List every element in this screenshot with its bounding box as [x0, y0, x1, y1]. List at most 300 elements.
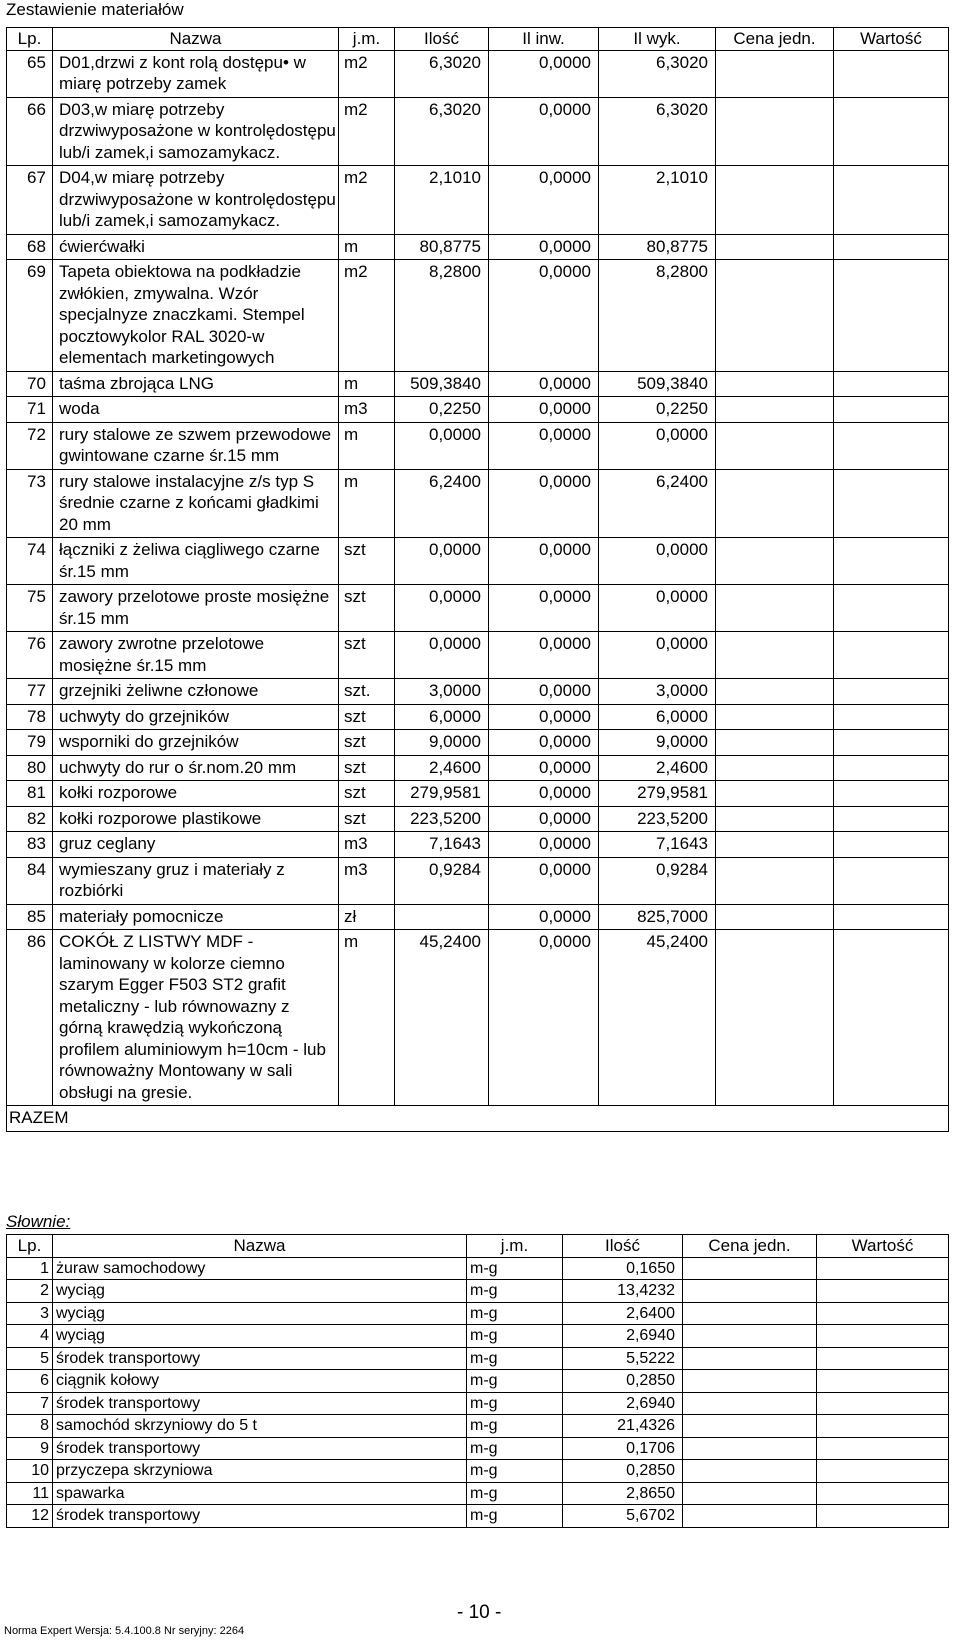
row-name: rury stalowe instalacyjne z/s typ S średnie czarne z końcami gładkimi 20 mm [53, 469, 339, 538]
eq-row-unit: m-g [467, 1482, 563, 1505]
row-contractor-quantity: 223,5200 [599, 806, 716, 832]
eq-row-name: ciągnik kołowy [53, 1370, 467, 1393]
row-quantity: 2,4600 [395, 755, 489, 781]
eq-row-value [817, 1505, 949, 1528]
page-title: Zestawienie materiałów [6, 0, 184, 19]
row-contractor-quantity: 0,9284 [599, 857, 716, 904]
row-contractor-quantity: 2,4600 [599, 755, 716, 781]
row-inv-quantity: 0,0000 [489, 97, 599, 166]
eq-row-name: spawarka [53, 1482, 467, 1505]
row-quantity: 0,0000 [395, 585, 489, 632]
materials-header-row [7, 28, 949, 51]
row-unit-price [716, 857, 834, 904]
eq-row-lp: 4 [7, 1325, 53, 1348]
row-inv-quantity: 0,0000 [489, 260, 599, 372]
row-inv-quantity: 0,0000 [489, 50, 599, 97]
eq-row-unit: m-g [467, 1347, 563, 1370]
col-header-unit-price: Cena jedn. [716, 28, 834, 51]
row-unit-price [716, 50, 834, 97]
row-unit-price [716, 97, 834, 166]
row-name: D04,w miarę potrzeby drzwiwyposażone w kontrolędostępu lub/i zamek,i samozamykacz. [53, 166, 339, 235]
row-lp: 80 [7, 755, 53, 781]
eq-row-lp: 9 [7, 1437, 53, 1460]
eq-row-lp: 8 [7, 1415, 53, 1438]
eq-row-value [817, 1415, 949, 1438]
row-unit: szt [339, 704, 395, 730]
material-row [7, 371, 949, 397]
row-name: zawory przelotowe proste mosiężne śr.15 mm [53, 585, 339, 632]
row-inv-quantity: 0,0000 [489, 397, 599, 423]
row-value [834, 422, 949, 469]
equipment-row [7, 1482, 949, 1505]
row-unit-price [716, 730, 834, 756]
eq-row-quantity: 5,6702 [563, 1505, 683, 1528]
eq-row-unit-price [683, 1347, 817, 1370]
row-quantity: 0,0000 [395, 422, 489, 469]
row-unit-price [716, 585, 834, 632]
materials-table [6, 27, 949, 1132]
equipment-row [7, 1302, 949, 1325]
row-lp: 84 [7, 857, 53, 904]
row-lp: 76 [7, 632, 53, 679]
row-unit-price [716, 930, 834, 1106]
eq-row-lp: 10 [7, 1460, 53, 1483]
row-unit: m [339, 371, 395, 397]
row-unit-price [716, 781, 834, 807]
row-quantity: 0,0000 [395, 632, 489, 679]
row-name: D01,drzwi z kont rolą dostępu• w miarę potrzeby zamek [53, 50, 339, 97]
eq-row-name: środek transportowy [53, 1505, 467, 1528]
col-header-name: Nazwa [53, 28, 339, 51]
eq-row-unit-price [683, 1392, 817, 1415]
col-header-contractor-quantity: Il wyk. [599, 28, 716, 51]
material-row [7, 857, 949, 904]
row-name: uchwyty do grzejników [53, 704, 339, 730]
row-contractor-quantity: 45,2400 [599, 930, 716, 1106]
row-contractor-quantity: 0,0000 [599, 632, 716, 679]
equipment-row [7, 1460, 949, 1483]
eq-row-value [817, 1280, 949, 1303]
eq-row-quantity: 0,2850 [563, 1460, 683, 1483]
row-unit: m [339, 234, 395, 260]
eq-row-unit-price [683, 1280, 817, 1303]
material-row [7, 538, 949, 585]
eq-row-name: środek transportowy [53, 1392, 467, 1415]
row-lp: 68 [7, 234, 53, 260]
material-row [7, 234, 949, 260]
row-value [834, 97, 949, 166]
row-unit: szt. [339, 679, 395, 705]
row-quantity: 0,2250 [395, 397, 489, 423]
row-name: gruz ceglany [53, 832, 339, 858]
row-quantity: 223,5200 [395, 806, 489, 832]
eq-row-quantity: 2,6400 [563, 1302, 683, 1325]
eq-row-unit: m-g [467, 1392, 563, 1415]
eq-row-lp: 12 [7, 1505, 53, 1528]
material-row [7, 50, 949, 97]
row-unit-price [716, 260, 834, 372]
row-inv-quantity: 0,0000 [489, 371, 599, 397]
row-value [834, 166, 949, 235]
row-value [834, 538, 949, 585]
material-row [7, 632, 949, 679]
eq-row-name: samochód skrzyniowy do 5 t [53, 1415, 467, 1438]
equipment-row [7, 1370, 949, 1393]
eq-row-quantity: 13,4232 [563, 1280, 683, 1303]
eq-row-value [817, 1347, 949, 1370]
row-unit-price [716, 755, 834, 781]
row-inv-quantity: 0,0000 [489, 679, 599, 705]
row-name: taśma zbrojąca LNG [53, 371, 339, 397]
row-quantity: 279,9581 [395, 781, 489, 807]
eq-row-unit: m-g [467, 1505, 563, 1528]
eq-row-value [817, 1460, 949, 1483]
row-name: kołki rozporowe [53, 781, 339, 807]
row-lp: 69 [7, 260, 53, 372]
row-value [834, 679, 949, 705]
row-unit-price [716, 704, 834, 730]
row-value [834, 371, 949, 397]
row-inv-quantity: 0,0000 [489, 422, 599, 469]
row-unit-price [716, 422, 834, 469]
total-row [7, 1106, 949, 1132]
eq-row-name: żuraw samochodowy [53, 1257, 467, 1280]
row-value [834, 857, 949, 904]
equipment-header-row [7, 1235, 949, 1258]
row-lp: 73 [7, 469, 53, 538]
row-unit: m2 [339, 50, 395, 97]
row-unit-price [716, 632, 834, 679]
row-name: zawory zwrotne przelotowe mosiężne śr.15 mm [53, 632, 339, 679]
eq-row-lp: 5 [7, 1347, 53, 1370]
eq-row-unit: m-g [467, 1370, 563, 1393]
eq-row-value [817, 1370, 949, 1393]
material-row [7, 166, 949, 235]
material-row [7, 704, 949, 730]
equipment-table [6, 1234, 949, 1528]
row-inv-quantity: 0,0000 [489, 730, 599, 756]
material-row [7, 730, 949, 756]
row-name: Tapeta obiektowa na podkładzie zwłókien, zmywalna. Wzór specjalnyze znaczkami. Stempel pocztowykolor RAL 3020-w elementach marketingowych [53, 260, 339, 372]
row-inv-quantity: 0,0000 [489, 755, 599, 781]
row-value [834, 806, 949, 832]
row-lp: 72 [7, 422, 53, 469]
row-unit: szt [339, 806, 395, 832]
material-row [7, 832, 949, 858]
row-value [834, 469, 949, 538]
material-row [7, 679, 949, 705]
equipment-row [7, 1437, 949, 1460]
equipment-row [7, 1347, 949, 1370]
eq-row-quantity: 21,4326 [563, 1415, 683, 1438]
row-name: COKÓŁ Z LISTWY MDF - laminowany w kolorze ciemno szarym Egger F503 ST2 grafit metaliczny - lub równowazny z górną krawędzią wykończoną profilem aluminiowym h=10cm - lub równoważny Montowany w sali obsługi na gresie. [53, 930, 339, 1106]
col-header-value: Wartość [834, 28, 949, 51]
row-inv-quantity: 0,0000 [489, 469, 599, 538]
row-lp: 79 [7, 730, 53, 756]
row-contractor-quantity: 3,0000 [599, 679, 716, 705]
software-footer: Norma Expert Wersja: 5.4.100.8 Nr seryjny: 2264 [4, 1625, 245, 1637]
eq-row-quantity: 0,1650 [563, 1257, 683, 1280]
row-name: łączniki z żeliwa ciągliwego czarne śr.15 mm [53, 538, 339, 585]
eq-col-header-unit-price: Cena jedn. [683, 1235, 817, 1258]
row-inv-quantity: 0,0000 [489, 585, 599, 632]
eq-row-quantity: 2,8650 [563, 1482, 683, 1505]
eq-row-unit-price [683, 1460, 817, 1483]
eq-row-quantity: 5,5222 [563, 1347, 683, 1370]
row-inv-quantity: 0,0000 [489, 632, 599, 679]
row-name: grzejniki żeliwne członowe [53, 679, 339, 705]
col-header-unit: j.m. [339, 28, 395, 51]
row-unit-price [716, 904, 834, 930]
row-unit: m [339, 469, 395, 538]
eq-row-name: wyciąg [53, 1302, 467, 1325]
row-contractor-quantity: 0,0000 [599, 422, 716, 469]
row-contractor-quantity: 0,2250 [599, 397, 716, 423]
equipment-row [7, 1280, 949, 1303]
eq-col-header-quantity: Ilość [563, 1235, 683, 1258]
material-row [7, 755, 949, 781]
col-header-lp: Lp. [7, 28, 53, 51]
row-name: woda [53, 397, 339, 423]
row-lp: 85 [7, 904, 53, 930]
eq-row-unit-price [683, 1370, 817, 1393]
equipment-row [7, 1392, 949, 1415]
eq-row-value [817, 1257, 949, 1280]
row-quantity: 6,0000 [395, 704, 489, 730]
row-unit: szt [339, 781, 395, 807]
eq-row-name: środek transportowy [53, 1437, 467, 1460]
row-unit: m [339, 422, 395, 469]
row-inv-quantity: 0,0000 [489, 930, 599, 1106]
row-value [834, 755, 949, 781]
row-quantity: 45,2400 [395, 930, 489, 1106]
row-quantity: 509,3840 [395, 371, 489, 397]
row-value [834, 632, 949, 679]
row-quantity: 6,2400 [395, 469, 489, 538]
col-header-inv-quantity: Il inw. [489, 28, 599, 51]
eq-row-name: przyczepa skrzyniowa [53, 1460, 467, 1483]
eq-row-value [817, 1392, 949, 1415]
row-inv-quantity: 0,0000 [489, 832, 599, 858]
row-value [834, 234, 949, 260]
col-header-quantity: Ilość [395, 28, 489, 51]
row-quantity: 9,0000 [395, 730, 489, 756]
material-row [7, 469, 949, 538]
row-contractor-quantity: 6,3020 [599, 50, 716, 97]
row-inv-quantity: 0,0000 [489, 538, 599, 585]
material-row [7, 781, 949, 807]
row-contractor-quantity: 509,3840 [599, 371, 716, 397]
row-lp: 83 [7, 832, 53, 858]
row-lp: 77 [7, 679, 53, 705]
material-row [7, 422, 949, 469]
row-unit: m [339, 930, 395, 1106]
row-quantity: 6,3020 [395, 97, 489, 166]
eq-col-header-value: Wartość [817, 1235, 949, 1258]
eq-row-lp: 6 [7, 1370, 53, 1393]
eq-row-quantity: 2,6940 [563, 1325, 683, 1348]
equipment-row [7, 1415, 949, 1438]
material-row [7, 930, 949, 1106]
row-unit-price [716, 469, 834, 538]
eq-row-value [817, 1302, 949, 1325]
row-quantity: 80,8775 [395, 234, 489, 260]
row-name: wsporniki do grzejników [53, 730, 339, 756]
eq-row-unit-price [683, 1482, 817, 1505]
row-unit-price [716, 234, 834, 260]
material-row [7, 97, 949, 166]
row-lp: 81 [7, 781, 53, 807]
eq-row-value [817, 1325, 949, 1348]
row-lp: 78 [7, 704, 53, 730]
row-unit-price [716, 371, 834, 397]
row-value [834, 260, 949, 372]
eq-row-value [817, 1437, 949, 1460]
row-lp: 70 [7, 371, 53, 397]
row-contractor-quantity: 0,0000 [599, 538, 716, 585]
row-unit: m2 [339, 166, 395, 235]
row-name: uchwyty do rur o śr.nom.20 mm [53, 755, 339, 781]
row-inv-quantity: 0,0000 [489, 781, 599, 807]
row-quantity: 7,1643 [395, 832, 489, 858]
row-unit-price [716, 166, 834, 235]
row-quantity: 3,0000 [395, 679, 489, 705]
row-lp: 86 [7, 930, 53, 1106]
row-inv-quantity: 0,0000 [489, 166, 599, 235]
eq-row-quantity: 0,2850 [563, 1370, 683, 1393]
material-row [7, 806, 949, 832]
eq-row-name: wyciąg [53, 1280, 467, 1303]
row-contractor-quantity: 0,0000 [599, 585, 716, 632]
row-contractor-quantity: 825,7000 [599, 904, 716, 930]
row-inv-quantity: 0,0000 [489, 857, 599, 904]
row-name: kołki rozporowe plastikowe [53, 806, 339, 832]
eq-row-quantity: 0,1706 [563, 1437, 683, 1460]
row-quantity: 6,3020 [395, 50, 489, 97]
eq-row-unit-price [683, 1325, 817, 1348]
row-inv-quantity: 0,0000 [489, 904, 599, 930]
eq-row-name: wyciąg [53, 1325, 467, 1348]
row-unit: szt [339, 585, 395, 632]
eq-row-unit-price [683, 1437, 817, 1460]
row-contractor-quantity: 8,2800 [599, 260, 716, 372]
row-quantity [395, 904, 489, 930]
row-value [834, 397, 949, 423]
row-value [834, 50, 949, 97]
row-contractor-quantity: 6,0000 [599, 704, 716, 730]
row-unit-price [716, 397, 834, 423]
row-lp: 75 [7, 585, 53, 632]
eq-row-lp: 11 [7, 1482, 53, 1505]
row-value [834, 585, 949, 632]
eq-row-lp: 2 [7, 1280, 53, 1303]
eq-col-header-lp: Lp. [7, 1235, 53, 1258]
row-unit: szt [339, 755, 395, 781]
material-row [7, 397, 949, 423]
row-value [834, 832, 949, 858]
eq-row-value [817, 1482, 949, 1505]
eq-row-lp: 3 [7, 1302, 53, 1325]
row-unit: szt [339, 730, 395, 756]
row-value [834, 730, 949, 756]
row-lp: 67 [7, 166, 53, 235]
row-unit: m3 [339, 832, 395, 858]
row-unit: m3 [339, 397, 395, 423]
row-contractor-quantity: 6,3020 [599, 97, 716, 166]
eq-row-unit: m-g [467, 1302, 563, 1325]
row-unit: szt [339, 538, 395, 585]
row-lp: 74 [7, 538, 53, 585]
eq-row-unit-price [683, 1415, 817, 1438]
material-row [7, 260, 949, 372]
row-contractor-quantity: 80,8775 [599, 234, 716, 260]
row-unit: m2 [339, 97, 395, 166]
row-contractor-quantity: 9,0000 [599, 730, 716, 756]
row-value [834, 930, 949, 1106]
material-row [7, 904, 949, 930]
row-quantity: 0,0000 [395, 538, 489, 585]
row-lp: 66 [7, 97, 53, 166]
row-name: D03,w miarę potrzeby drzwiwyposażone w kontrolędostępu lub/i zamek,i samozamykacz. [53, 97, 339, 166]
row-inv-quantity: 0,0000 [489, 234, 599, 260]
row-unit-price [716, 538, 834, 585]
eq-row-lp: 1 [7, 1257, 53, 1280]
row-contractor-quantity: 279,9581 [599, 781, 716, 807]
row-value [834, 781, 949, 807]
row-unit-price [716, 832, 834, 858]
eq-col-header-name: Nazwa [53, 1235, 467, 1258]
row-unit-price [716, 679, 834, 705]
row-quantity: 8,2800 [395, 260, 489, 372]
page-number: - 10 - [457, 1602, 502, 1623]
eq-row-unit: m-g [467, 1415, 563, 1438]
eq-row-unit-price [683, 1505, 817, 1528]
eq-col-header-unit: j.m. [467, 1235, 563, 1258]
equipment-row [7, 1505, 949, 1528]
eq-row-unit-price [683, 1257, 817, 1280]
row-unit: szt [339, 632, 395, 679]
row-quantity: 2,1010 [395, 166, 489, 235]
eq-row-unit: m-g [467, 1325, 563, 1348]
eq-row-quantity: 2,6940 [563, 1392, 683, 1415]
eq-row-lp: 7 [7, 1392, 53, 1415]
row-unit: zł [339, 904, 395, 930]
row-lp: 65 [7, 50, 53, 97]
eq-row-unit: m-g [467, 1437, 563, 1460]
row-name: rury stalowe ze szwem przewodowe gwintowane czarne śr.15 mm [53, 422, 339, 469]
eq-row-unit: m-g [467, 1280, 563, 1303]
row-name: materiały pomocnicze [53, 904, 339, 930]
total-label: RAZEM [7, 1106, 949, 1132]
row-contractor-quantity: 7,1643 [599, 832, 716, 858]
material-row [7, 585, 949, 632]
row-unit: m3 [339, 857, 395, 904]
row-unit: m2 [339, 260, 395, 372]
slownie-label: Słownie: [6, 1212, 71, 1231]
eq-row-unit: m-g [467, 1460, 563, 1483]
row-unit-price [716, 806, 834, 832]
row-value [834, 704, 949, 730]
equipment-row [7, 1257, 949, 1280]
row-inv-quantity: 0,0000 [489, 806, 599, 832]
eq-row-unit: m-g [467, 1257, 563, 1280]
row-lp: 71 [7, 397, 53, 423]
row-lp: 82 [7, 806, 53, 832]
equipment-row [7, 1325, 949, 1348]
row-value [834, 904, 949, 930]
row-inv-quantity: 0,0000 [489, 704, 599, 730]
eq-row-name: środek transportowy [53, 1347, 467, 1370]
